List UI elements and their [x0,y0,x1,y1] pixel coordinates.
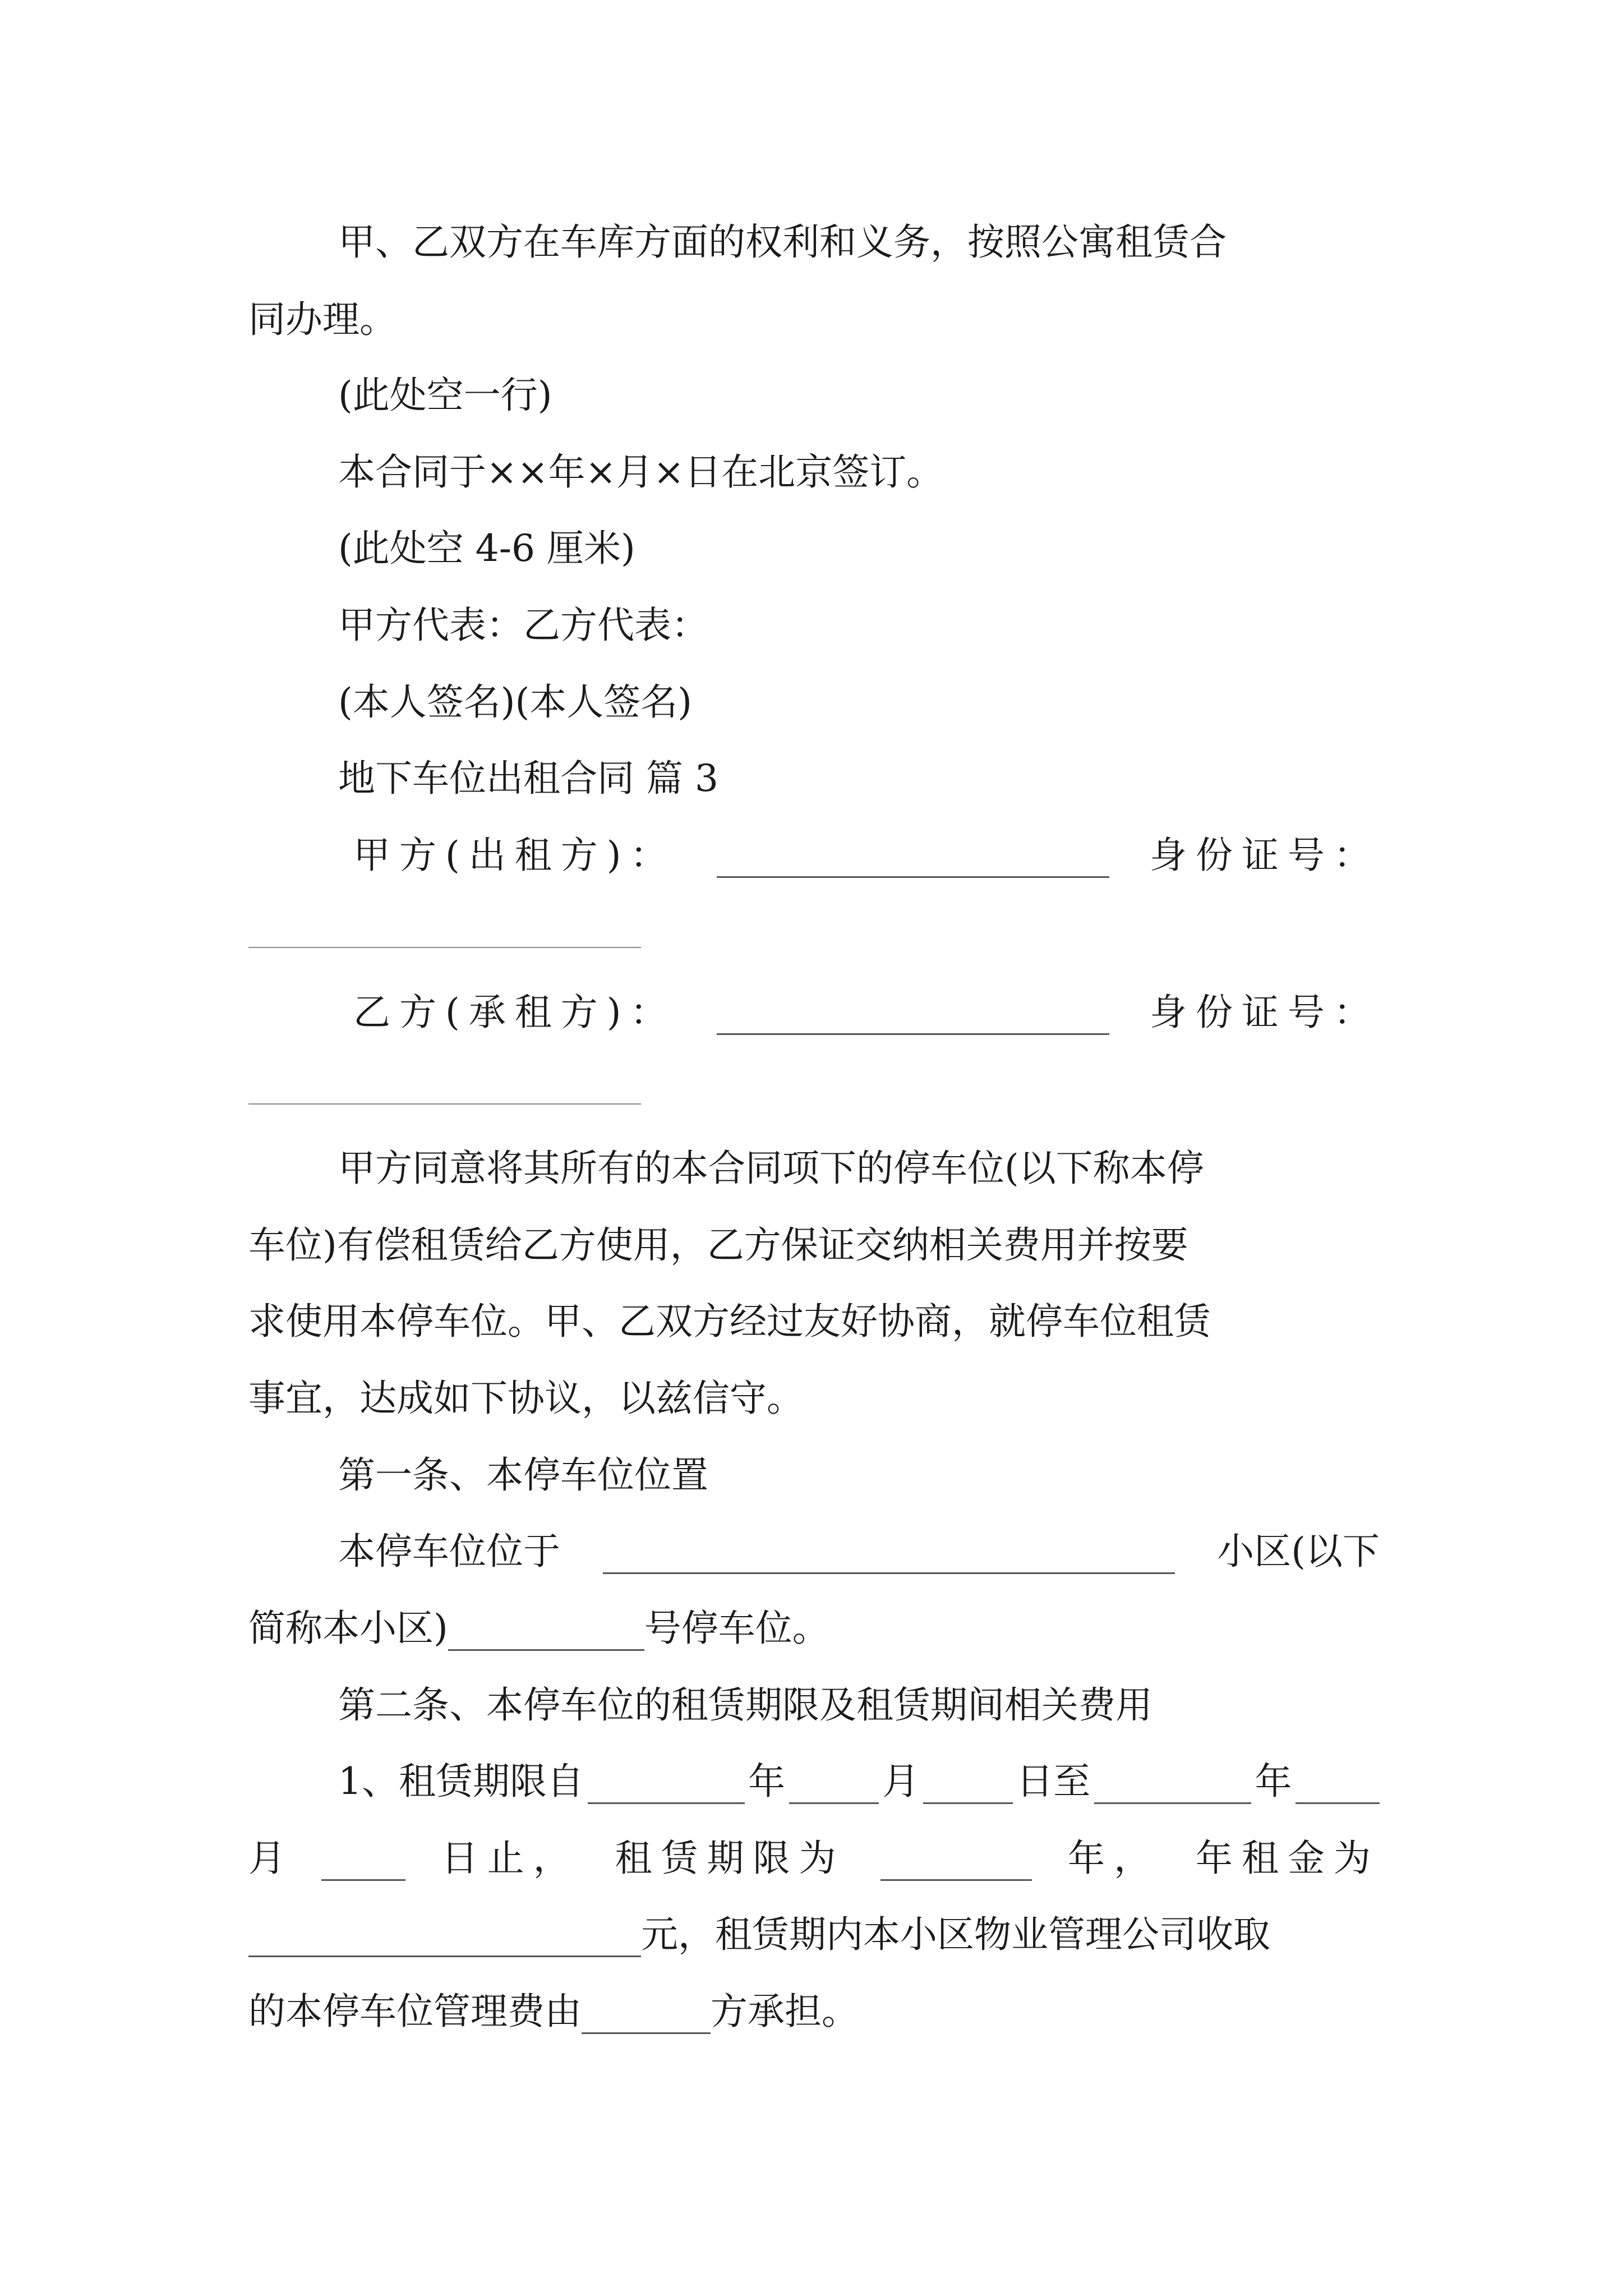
section-heading: 地下车位出租合同 篇 3 [338,757,718,800]
period-blank[interactable] [880,1844,1032,1881]
paragraph-1-line-2: 同办理。 [248,298,396,341]
term-line-1 [338,1759,1380,1804]
party-a-label: 甲方(出租方)： [353,834,676,877]
community-short-label: 简称本小区) [248,1607,448,1650]
start-year-blank[interactable] [588,1768,745,1804]
community-suffix: 小区(以下 [1217,1530,1380,1573]
article-1-heading: 第一条、本停车位位置 [338,1453,708,1497]
paragraph-2-line-4: 事宜，达成如下协议，以兹信守。 [248,1377,804,1420]
party-b-id-label: 身份证号： [1150,991,1380,1034]
article-1-line-2 [248,1606,1380,1651]
paragraph-2-line-3: 求使用本停车位。甲、乙双方经过友好协商，就停车位租赁 [248,1300,1211,1343]
party-a-id-label: 身份证号： [1150,834,1380,877]
note-space: (此处空 4-6 厘米) [338,527,635,570]
fee-party-suffix: 方承担。 [711,1990,859,2033]
period-unit: 年， [1068,1837,1160,1880]
note-blank-line: (此处空一行) [338,374,552,417]
start-day-blank[interactable] [923,1768,1013,1804]
paragraph-2-line-1: 甲方同意将其所有的本合同项下的停车位(以下称本停 [338,1147,1204,1190]
end-day-label: 日止， [441,1837,579,1880]
month-label: 月 [882,1760,920,1803]
end-year-label: 年 [1255,1760,1292,1803]
party-b-line [353,990,1380,1035]
annual-rent-blank[interactable] [248,1921,641,1957]
paragraph-2-line-2: 车位)有偿租赁给乙方使用，乙方保证交纳相关费用并按要 [248,1223,1188,1267]
end-month-label: 月 [248,1837,285,1880]
paragraph-1-line-1: 甲、乙双方在车库方面的权利和义务，按照公寓租赁合 [338,220,1227,264]
community-blank[interactable] [603,1538,1175,1574]
end-month-blank[interactable] [1295,1768,1380,1804]
party-b-label: 乙方(承租方)： [353,991,676,1034]
annual-rent-label: 年租金为 [1195,1837,1380,1880]
term-line-4 [248,1989,1380,2034]
party-b-id-blank[interactable] [248,1103,641,1105]
term-start-label: 1、租赁期限自 [338,1760,584,1803]
party-b-name-blank[interactable] [717,999,1109,1035]
end-year-blank[interactable] [1094,1768,1251,1804]
period-label: 租赁期限为 [615,1837,845,1880]
term-line-2 [248,1836,1380,1881]
start-month-blank[interactable] [789,1768,879,1804]
signing-statement: 本合同于××年×月×日在北京签订。 [338,450,944,494]
article-2-heading: 第二条、本停车位的租赁期限及租赁期间相关费用 [338,1683,1152,1727]
party-a-name-blank[interactable] [717,841,1109,878]
management-fee-label: 的本停车位管理费由 [248,1990,582,2033]
representatives-line: 甲方代表：乙方代表： [338,604,708,647]
end-day-blank[interactable] [321,1844,405,1881]
space-number-suffix: 号停车位。 [644,1607,829,1650]
year-label: 年 [748,1760,786,1803]
term-line-3 [248,1912,1380,1957]
space-number-blank[interactable] [448,1614,644,1651]
day-to-label: 日至 [1016,1760,1091,1803]
rent-and-fee-text: 元，租赁期内本小区物业管理公司收取 [641,1913,1270,1956]
signatures-line: (本人签名)(本人签名) [338,680,692,724]
party-a-id-blank[interactable] [248,947,641,948]
location-label: 本停车位位于 [338,1530,560,1573]
fee-party-blank[interactable] [582,1998,711,2034]
article-1-line-1 [338,1529,1380,1574]
party-a-line [353,833,1380,878]
